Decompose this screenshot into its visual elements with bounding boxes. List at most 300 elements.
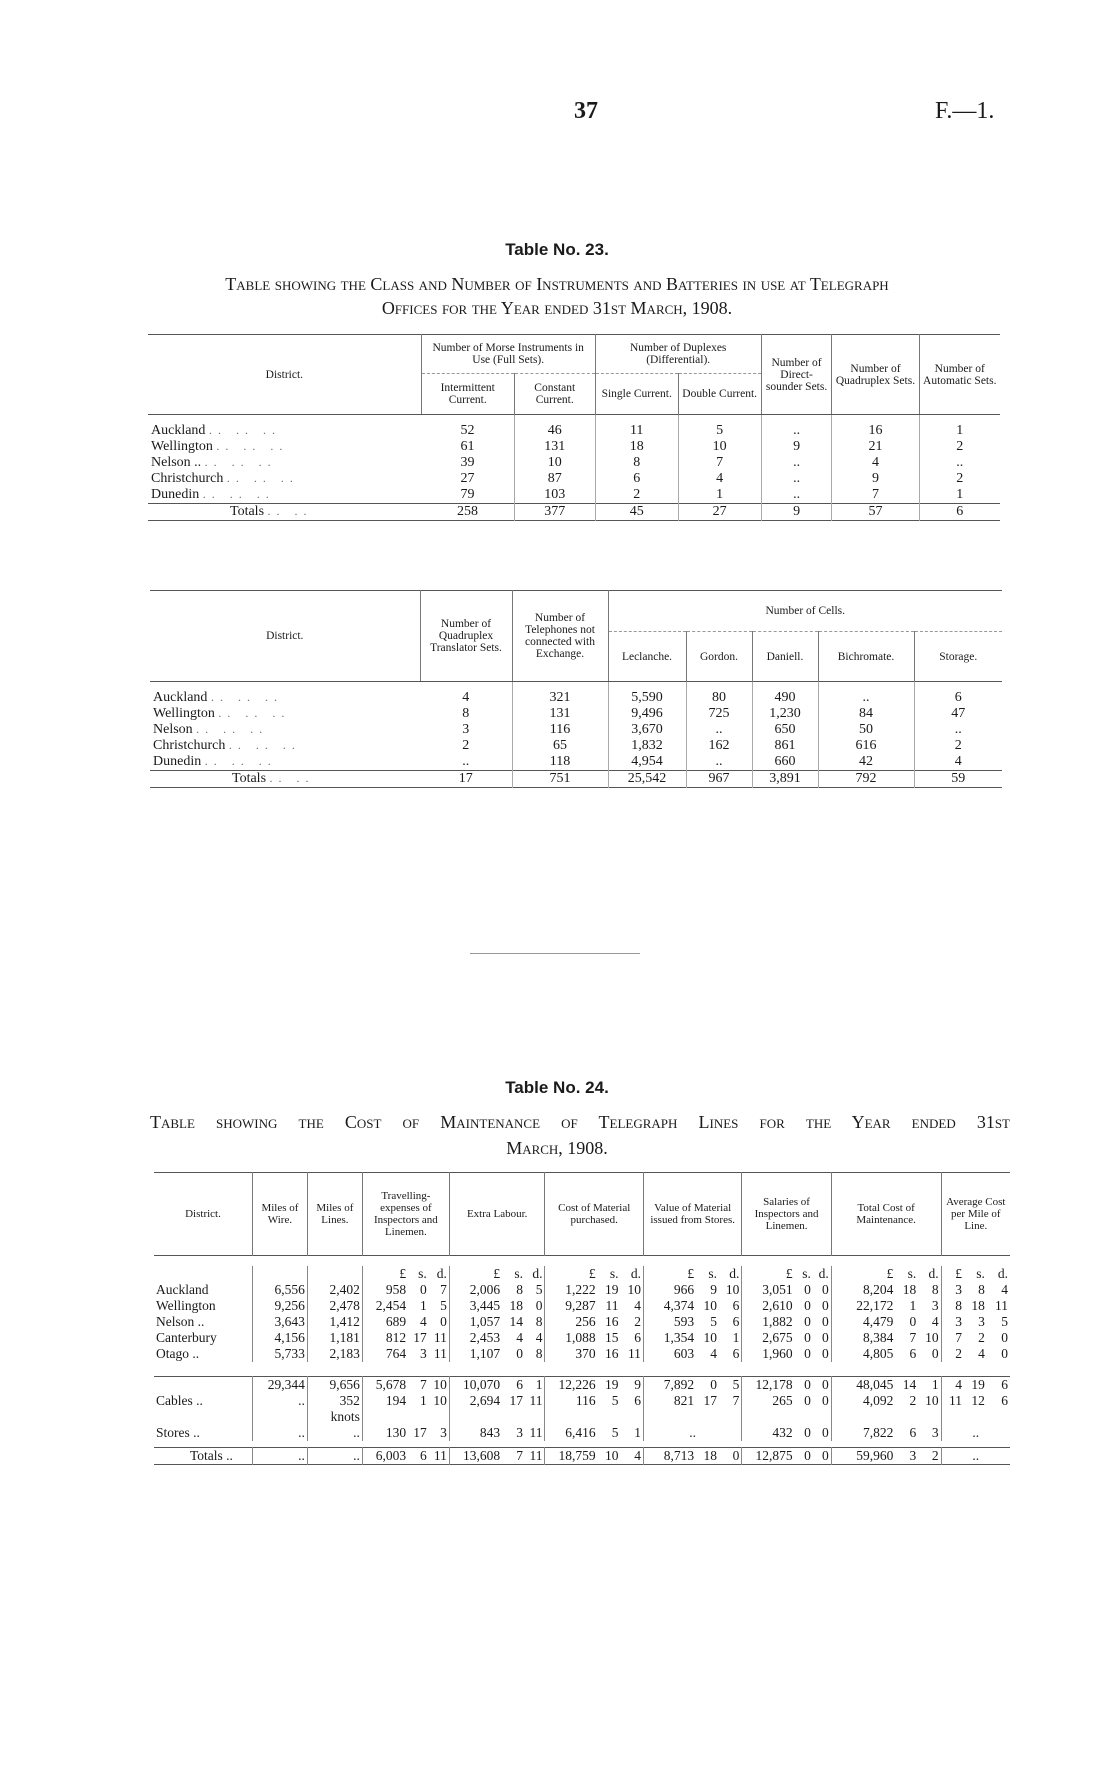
miles-of-wire: 29,344 — [252, 1377, 307, 1394]
cell: .. — [761, 423, 832, 439]
district-name: Auckland — [153, 690, 208, 705]
cell: 10 — [678, 439, 761, 455]
material-shillings: 19 — [605, 1377, 619, 1392]
district-name: Canterbury — [154, 1330, 252, 1346]
material-pounds: 18,759 — [558, 1448, 596, 1463]
district-name: Dunedin — [151, 487, 200, 502]
material-pounds: 6,416 — [565, 1425, 596, 1440]
miles-of-lines: .. — [307, 1425, 362, 1441]
district-name: Wellington — [153, 706, 215, 721]
material-pounds: 256 — [575, 1314, 596, 1329]
pound-unit: £ — [493, 1266, 501, 1281]
miles-of-lines: 9,656 — [307, 1377, 362, 1394]
average-shillings: 18 — [971, 1298, 985, 1313]
cell: 3,891 — [752, 771, 818, 788]
cell: 42 — [818, 754, 914, 771]
cell: 4 — [420, 690, 512, 706]
issued-pounds: 603 — [673, 1346, 695, 1361]
material-pence: 6 — [621, 1330, 644, 1346]
salaries-shillings: 0 — [804, 1448, 811, 1463]
district-name — [154, 1377, 252, 1394]
table-row: Wellington .. .. .. 61 131 18 10 9 21 2 — [148, 439, 1000, 455]
extra-pence: 4 — [525, 1330, 545, 1346]
cell: 7 — [832, 487, 919, 504]
salaries-pounds: 2,610 — [762, 1298, 793, 1313]
miles-of-lines: .. — [307, 1448, 362, 1465]
average-pounds: 4 — [955, 1377, 962, 1392]
table23-part2 — [150, 590, 1002, 788]
cell: 87 — [514, 471, 595, 487]
pound-unit: £ — [687, 1266, 695, 1281]
blank-cell — [696, 1409, 719, 1425]
total-shillings: 6 — [909, 1346, 917, 1361]
miles-of-wire: .. — [252, 1448, 307, 1465]
travelling-pence: 5 — [429, 1298, 450, 1314]
total-shillings: 14 — [902, 1377, 917, 1392]
extra-shillings: 0 — [516, 1346, 523, 1361]
salaries-pounds: 2,675 — [762, 1330, 793, 1345]
average-shillings: 8 — [978, 1282, 985, 1297]
district-name: Christchurch — [153, 738, 226, 753]
cables-row — [154, 1393, 1010, 1409]
pound-unit: £ — [588, 1266, 596, 1281]
cell: 131 — [514, 439, 595, 455]
blank-cell — [545, 1409, 598, 1425]
table-row: Wellington .. .. .. 8 131 9,496 725 1,230 84 47 — [150, 706, 1002, 722]
blank-cell — [643, 1409, 696, 1425]
table23-title: Table No. 23. — [505, 240, 609, 259]
cell: 1,832 — [608, 738, 686, 754]
translator-header: Number of Quadruplex Translator Sets. — [420, 591, 512, 682]
cell: 4 — [832, 455, 919, 471]
extra-pounds: 2,006 — [469, 1282, 501, 1297]
cell: 2 — [956, 439, 964, 454]
travelling-pence: 7 — [429, 1282, 450, 1298]
blank-cell — [307, 1266, 362, 1282]
storage-header: Storage. — [939, 650, 978, 663]
total-pounds: 48,045 — [856, 1377, 894, 1392]
cell: 18 — [595, 439, 678, 455]
salaries-pounds: 12,875 — [755, 1448, 793, 1463]
travelling-pounds: 6,003 — [375, 1448, 407, 1463]
material-pence: 2 — [621, 1314, 644, 1330]
total-shillings: 3 — [909, 1448, 917, 1463]
stores-row — [154, 1425, 1010, 1441]
average-value: .. — [972, 1425, 980, 1440]
cell: .. — [956, 455, 964, 470]
cell: 17 — [420, 771, 512, 788]
cell: 10 — [514, 455, 595, 471]
lsd-units-row — [154, 1266, 1010, 1282]
table-row — [154, 1346, 1010, 1362]
extra-pounds: 13,608 — [462, 1448, 501, 1463]
miles-of-wire: 9,256 — [252, 1298, 307, 1314]
material-shillings: 15 — [605, 1330, 619, 1345]
salaries-pence: 0 — [813, 1346, 831, 1362]
extra-shillings: 6 — [516, 1377, 523, 1392]
miles-of-wire: .. — [252, 1393, 307, 1409]
cell: 1 — [678, 487, 761, 504]
travelling-shillings: 6 — [420, 1448, 427, 1463]
automatic-header: Number of Automatic Sets. — [919, 335, 1000, 415]
total-pounds: 4,479 — [862, 1314, 894, 1329]
blank-cell — [964, 1409, 987, 1425]
cell: 9 — [832, 471, 919, 487]
cell: 4 — [954, 754, 962, 769]
extra-pounds: 3,445 — [469, 1298, 501, 1313]
blank-cell — [918, 1409, 941, 1425]
table-row — [154, 1282, 1010, 1298]
cell: 59 — [914, 771, 1002, 788]
material-pounds: 1,088 — [565, 1330, 596, 1345]
issued-pence: 0 — [719, 1448, 742, 1465]
salaries-pence: 0 — [813, 1314, 831, 1330]
average-pounds: 7 — [955, 1330, 962, 1345]
cell: 47 — [951, 706, 966, 721]
average-pounds: 8 — [955, 1298, 962, 1313]
cell: 6 — [919, 504, 1000, 521]
issued-shillings: 9 — [710, 1282, 717, 1297]
cell: 1,230 — [752, 706, 818, 722]
travelling-pence: 10 — [429, 1377, 450, 1394]
issued-shillings: 4 — [710, 1346, 717, 1361]
material-pence: 6 — [621, 1393, 644, 1409]
cell: .. — [686, 754, 752, 771]
table-row: Dunedin .. .. .. .. 118 4,954 .. 660 42 4 — [150, 754, 1002, 771]
total-pence: 4 — [918, 1314, 941, 1330]
salaries-shillings: 0 — [804, 1314, 811, 1329]
cell: 9 — [761, 504, 832, 521]
cell: 660 — [752, 754, 818, 771]
average-pence: 6 — [1001, 1377, 1008, 1392]
salaries-pounds: 265 — [772, 1393, 793, 1408]
district-name: Nelson .. — [151, 455, 202, 470]
salaries-pence: 0 — [813, 1298, 831, 1314]
blank-cell — [362, 1409, 408, 1425]
travelling-pounds: 689 — [385, 1314, 407, 1329]
duplex-header: Number of Duplexes (Differential). — [595, 335, 761, 374]
cell: .. — [761, 455, 832, 471]
district-name: Auckland — [151, 423, 206, 438]
lines-unit: knots — [307, 1409, 362, 1425]
totals-row: Totals .. .. 17 751 25,542 967 3,891 792 59 — [150, 771, 1002, 788]
direct-sounder-header: Number of Direct-sounder Sets. — [761, 335, 832, 415]
blank-cell — [895, 1409, 918, 1425]
issued-shillings: 10 — [703, 1330, 717, 1345]
table24-title: Table No. 24. — [505, 1078, 609, 1097]
district-name: Christchurch — [151, 471, 224, 486]
extra-shillings: 7 — [516, 1448, 523, 1463]
blank-cell — [831, 1409, 895, 1425]
shilling-unit: s. — [802, 1266, 811, 1281]
travelling-shillings: 7 — [420, 1377, 427, 1392]
spacer-cell — [154, 1362, 1010, 1377]
cell: 162 — [686, 738, 752, 754]
issued-shillings: 0 — [710, 1377, 717, 1392]
lines-header: Miles of Lines. — [307, 1173, 362, 1256]
extra-pence: 11 — [525, 1425, 545, 1441]
blank-cell — [941, 1409, 964, 1425]
cell: 2 — [595, 487, 678, 504]
total-pounds: 59,960 — [856, 1448, 894, 1463]
extra-pence: 0 — [525, 1298, 545, 1314]
table24 — [154, 1172, 1010, 1465]
total-pence: 8 — [918, 1282, 941, 1298]
cell: .. — [954, 722, 962, 737]
material-pence: 4 — [621, 1298, 644, 1314]
cell: 8 — [595, 455, 678, 471]
district-name: Otago .. — [154, 1346, 252, 1362]
travelling-shillings: 4 — [420, 1314, 427, 1329]
cell: 4,954 — [608, 754, 686, 771]
miles-of-wire: 5,733 — [252, 1346, 307, 1362]
table-row — [154, 1330, 1010, 1346]
blank-cell — [795, 1409, 813, 1425]
blank-cell — [154, 1266, 252, 1282]
page-number: 37 — [574, 98, 598, 124]
pence-unit: d. — [429, 1266, 450, 1282]
material-pence: 9 — [621, 1377, 644, 1394]
material-shillings: 5 — [611, 1425, 619, 1440]
pound-unit: £ — [955, 1266, 962, 1281]
total-shillings: 0 — [909, 1314, 917, 1329]
cell: 57 — [832, 504, 919, 521]
extra-pounds: 1,107 — [469, 1346, 501, 1361]
blank-cell — [742, 1409, 795, 1425]
cell: 3,670 — [608, 722, 686, 738]
blank-cell — [252, 1409, 307, 1425]
cell: .. — [761, 471, 832, 487]
district-name: Cables .. — [154, 1393, 252, 1409]
travelling-pounds: 194 — [385, 1393, 407, 1408]
issued-pounds: 8,713 — [663, 1448, 695, 1463]
average-shillings: 12 — [971, 1393, 985, 1408]
issued-pence: 1 — [719, 1330, 742, 1346]
telephones-header: Number of Telephones not connected with Exchange. — [512, 591, 608, 682]
total-pounds: 8,384 — [862, 1330, 894, 1345]
average-pounds: 3 — [955, 1282, 962, 1297]
material-shillings: 11 — [605, 1298, 619, 1313]
totals-label: Totals — [232, 771, 267, 786]
extra-pence: 8 — [525, 1346, 545, 1362]
cells-header: Number of Cells. — [608, 591, 1002, 632]
pence-unit: d. — [621, 1266, 644, 1282]
single-header: Single Current. — [595, 374, 678, 415]
district-name: Dunedin — [153, 754, 202, 769]
gordon-header: Gordon. — [686, 632, 752, 682]
salaries-pounds: 12,178 — [755, 1377, 793, 1392]
miles-of-wire: .. — [252, 1425, 307, 1441]
issued-shillings: 17 — [703, 1393, 717, 1408]
district-name: Nelson .. — [154, 1314, 252, 1330]
average-shillings: 19 — [971, 1377, 985, 1392]
material-pence: 1 — [621, 1425, 644, 1441]
material-shillings: 16 — [605, 1346, 619, 1361]
quadruplex-header: Number of Quadruplex Sets. — [832, 335, 919, 415]
blank-cell — [525, 1409, 545, 1425]
cell: 116 — [512, 722, 608, 738]
average-pence: 11 — [995, 1298, 1008, 1313]
extra-pence: 5 — [525, 1282, 545, 1298]
spacer-row — [154, 1362, 1010, 1377]
issued-shillings: 10 — [703, 1298, 717, 1313]
cell: 27 — [678, 504, 761, 521]
table-row: Auckland .. .. .. 4 321 5,590 80 490 .. 6 — [150, 690, 1002, 706]
salaries-pence: 0 — [813, 1377, 831, 1394]
pence-unit: d. — [918, 1266, 941, 1282]
district-name: Wellington — [154, 1298, 252, 1314]
miles-of-lines: 352 — [307, 1393, 362, 1409]
travelling-pounds: 958 — [385, 1282, 407, 1297]
cell: 725 — [686, 706, 752, 722]
cell: 46 — [514, 423, 595, 439]
cell: 27 — [421, 471, 514, 487]
issued-header: Value of Material issued from Stores. — [643, 1173, 741, 1256]
cell: 11 — [595, 423, 678, 439]
pence-unit: d. — [525, 1266, 545, 1282]
salaries-header: Salaries of Inspectors and Linemen. — [742, 1173, 831, 1256]
blank-cell — [252, 1266, 307, 1282]
cell: 1 — [956, 487, 964, 502]
district-header: District. — [148, 335, 421, 415]
blank-cell — [621, 1409, 644, 1425]
total-shillings: 1 — [909, 1298, 917, 1313]
salaries-shillings: 0 — [804, 1282, 811, 1297]
extra-header: Extra Labour. — [449, 1173, 545, 1256]
extra-pounds: 1,057 — [469, 1314, 501, 1329]
issued-pence: 6 — [719, 1298, 742, 1314]
cell: 2 — [420, 738, 512, 754]
travelling-shillings: 1 — [420, 1393, 427, 1408]
material-shillings: 5 — [611, 1393, 619, 1408]
shilling-unit: s. — [976, 1266, 985, 1281]
blank-cell — [719, 1409, 742, 1425]
material-pounds: 9,287 — [565, 1298, 596, 1313]
pence-unit: d. — [813, 1266, 831, 1282]
extra-pence: 1 — [525, 1377, 545, 1394]
travelling-shillings: 17 — [413, 1425, 427, 1440]
miles-of-lines: 1,412 — [307, 1314, 362, 1330]
material-pence: 4 — [621, 1448, 644, 1465]
total-pence: 1 — [918, 1377, 941, 1394]
table-row: Christchurch .. .. .. 2 65 1,832 162 861 616 2 — [150, 738, 1002, 754]
morse-header: Number of Morse Instruments in Use (Full Sets). — [421, 335, 595, 374]
cell: 3 — [420, 722, 512, 738]
average-pounds: 11 — [948, 1393, 962, 1408]
district-header-24: District. — [154, 1173, 252, 1256]
table-row — [154, 1314, 1010, 1330]
subtotal-row — [154, 1377, 1010, 1394]
miles-of-lines: 2,183 — [307, 1346, 362, 1362]
table-row: Christchurch .. .. .. 27 87 6 4 .. 9 2 — [148, 471, 1000, 487]
table-row — [154, 1298, 1010, 1314]
cell: 861 — [752, 738, 818, 754]
cell: 52 — [421, 423, 514, 439]
extra-pounds: 2,453 — [469, 1330, 501, 1345]
totals-row: Totals .. .. 258 377 45 27 9 57 6 — [148, 504, 1000, 521]
miles-of-lines: 2,402 — [307, 1282, 362, 1298]
travelling-pence: 0 — [429, 1314, 450, 1330]
cell: 103 — [514, 487, 595, 504]
salaries-shillings: 0 — [804, 1393, 811, 1408]
blank-cell — [813, 1409, 831, 1425]
material-header: Cost of Material purchased. — [545, 1173, 643, 1256]
average-pence: 5 — [1001, 1314, 1008, 1329]
salaries-pence: 0 — [813, 1282, 831, 1298]
miles-of-lines: 2,478 — [307, 1298, 362, 1314]
total-pence: 3 — [918, 1425, 941, 1441]
district-name: Auckland — [154, 1282, 252, 1298]
blank-cell — [598, 1409, 621, 1425]
cell: .. — [420, 754, 512, 771]
cell: 50 — [818, 722, 914, 738]
cell: 21 — [832, 439, 919, 455]
extra-pence: 8 — [525, 1314, 545, 1330]
material-pounds: 12,226 — [558, 1377, 596, 1392]
issued-pounds: 821 — [673, 1393, 695, 1408]
travelling-pounds: 764 — [385, 1346, 407, 1361]
table23-caption-line2: Offices for the Year ended 31st March, 1908. — [381, 298, 733, 318]
cell: 118 — [512, 754, 608, 771]
issued-value: .. — [643, 1425, 741, 1441]
issued-pence: 6 — [719, 1346, 742, 1362]
table-row: Nelson .. .. .. 3 116 3,670 .. 650 50 .. — [150, 722, 1002, 738]
cell: 258 — [421, 504, 514, 521]
travelling-pence: 3 — [429, 1425, 450, 1441]
pound-unit: £ — [785, 1266, 793, 1281]
travelling-pence: 11 — [429, 1346, 450, 1362]
total-shillings: 18 — [902, 1282, 917, 1297]
cell: 967 — [686, 771, 752, 788]
travelling-header: Travelling-expenses of Inspectors and Linemen. — [362, 1173, 449, 1256]
extra-shillings: 8 — [516, 1282, 523, 1297]
extra-shillings: 3 — [516, 1425, 523, 1440]
cell: 61 — [421, 439, 514, 455]
miles-of-wire: 6,556 — [252, 1282, 307, 1298]
district-name: Totals .. — [154, 1448, 252, 1465]
totals-label: Totals — [230, 504, 265, 519]
leclanche-header: Leclanche. — [608, 632, 686, 682]
pence-unit: d. — [719, 1266, 742, 1282]
cell: .. — [818, 690, 914, 706]
extra-shillings: 4 — [516, 1330, 523, 1345]
salaries-pence: 0 — [813, 1330, 831, 1346]
total-pounds: 4,805 — [862, 1346, 894, 1361]
blank-cell — [408, 1409, 429, 1425]
travelling-shillings: 17 — [413, 1330, 427, 1345]
blank-cell — [154, 1409, 252, 1425]
material-shillings: 16 — [605, 1314, 619, 1329]
extra-shillings: 14 — [509, 1314, 523, 1329]
extra-pounds: 843 — [479, 1425, 501, 1440]
extra-pounds: 2,694 — [469, 1393, 501, 1408]
cell: .. — [761, 487, 832, 504]
cell: 1 — [956, 423, 964, 438]
average-pounds: 3 — [955, 1314, 962, 1329]
average-shillings: 4 — [978, 1346, 985, 1361]
total-pounds: 7,822 — [862, 1425, 894, 1440]
page-reference: F.—1. — [935, 98, 995, 124]
issued-pence: 10 — [719, 1282, 742, 1298]
salaries-pounds: 1,960 — [762, 1346, 793, 1361]
issued-pence: 7 — [719, 1393, 742, 1409]
travelling-pounds: 812 — [385, 1330, 407, 1345]
issued-pounds: 7,892 — [663, 1377, 695, 1392]
cell: 490 — [752, 690, 818, 706]
cell: 9,496 — [608, 706, 686, 722]
blank-cell — [429, 1409, 450, 1425]
average-pounds: 2 — [955, 1346, 962, 1361]
